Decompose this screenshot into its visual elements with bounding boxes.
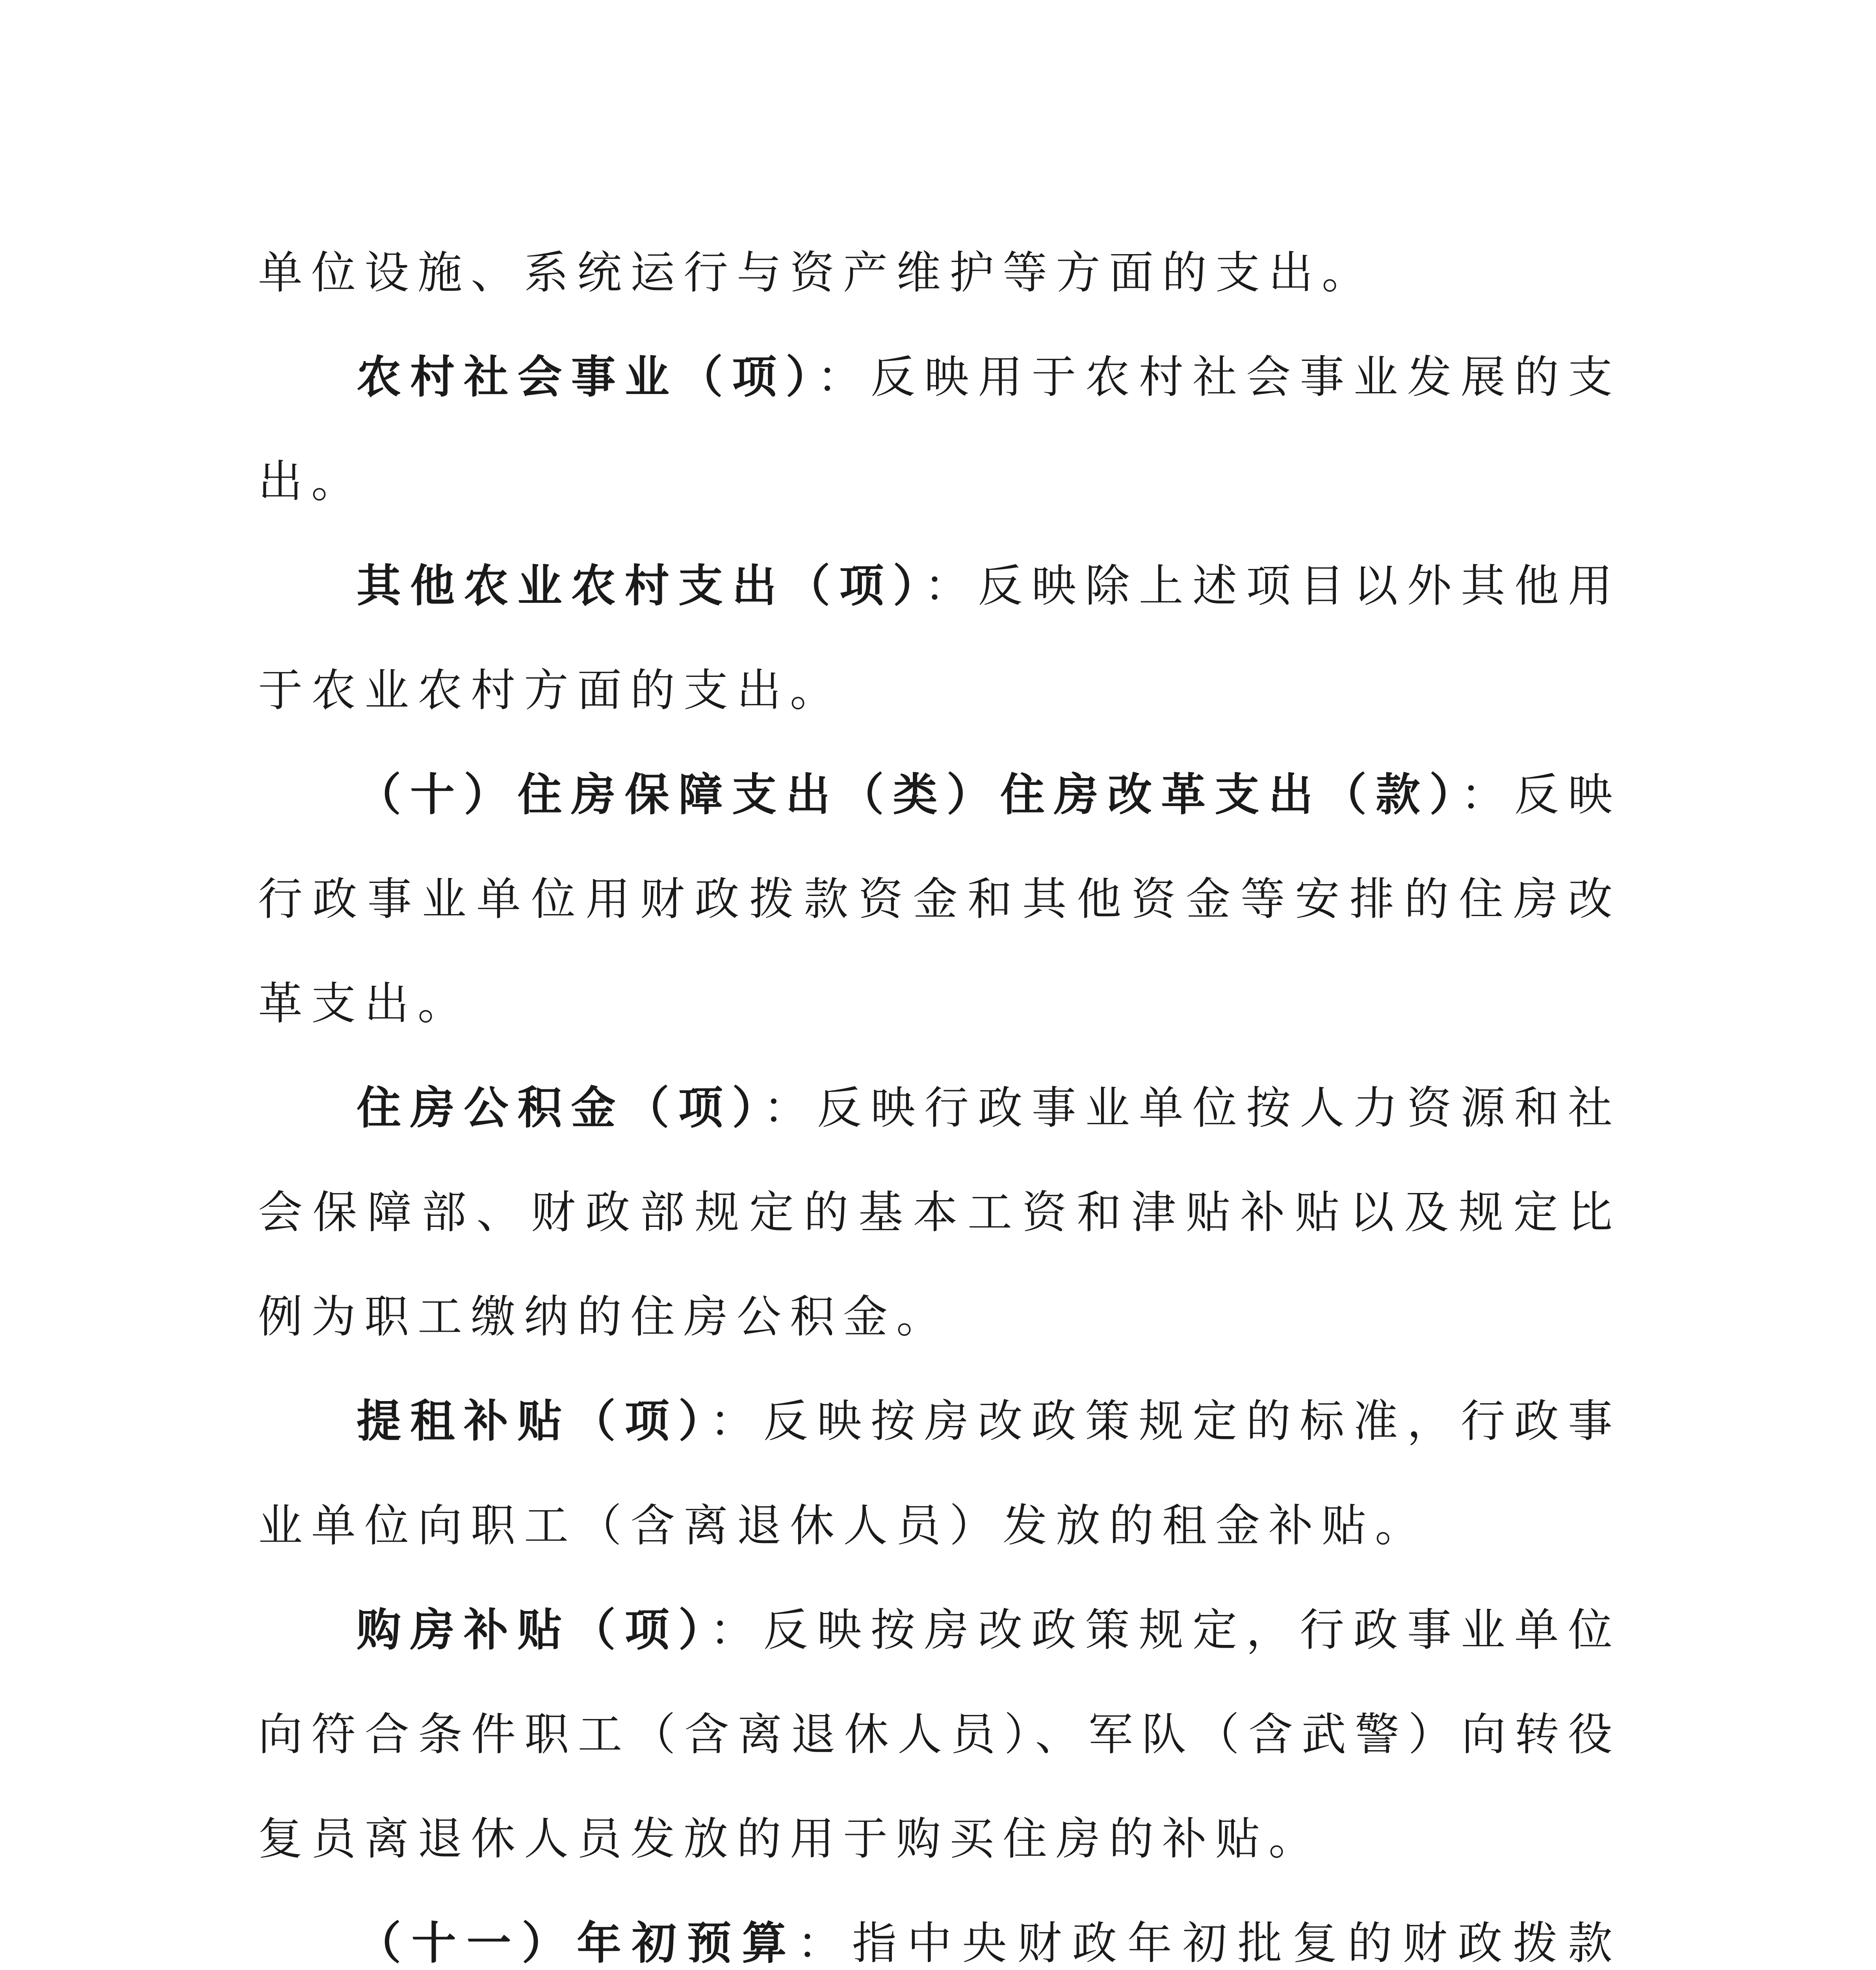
paragraph-text: ：指中央财政年初批复的财政拨款 xyxy=(797,1917,1622,1969)
paragraph-text: ：反映除上述项目以外其他用于农业农村方面的支出。 xyxy=(258,560,1622,716)
paragraph-initial-budget xyxy=(258,1891,1621,1970)
paragraph-other-agriculture xyxy=(258,534,1621,743)
paragraph-text: ：反映按房改政策规定的标准，行政事业单位向职工（含离退休人员）发放的租金补贴。 xyxy=(258,1395,1622,1552)
paragraph-term: 购房补贴（项） xyxy=(357,1604,710,1656)
paragraph-term: 住房公积金（项） xyxy=(357,1082,763,1134)
paragraph-housing-reform xyxy=(258,743,1621,1056)
paragraph-term: （十一）年初预算 xyxy=(357,1917,797,1969)
paragraph-term: （十）住房保障支出（类）住房改革支出（款） xyxy=(357,769,1461,821)
paragraph-purchase-subsidy xyxy=(258,1578,1621,1891)
paragraph-continuation xyxy=(258,221,1621,325)
paragraph-text: 单位设施、系统运行与资产维护等方面的支出。 xyxy=(258,247,1375,299)
paragraph-term: 提租补贴（项） xyxy=(357,1395,710,1447)
paragraph-text: ：反映行政事业单位按人力资源和社会保障部、财政部规定的基本工资和津贴补贴以及规定比例为职工缴纳的住房公积金。 xyxy=(258,1082,1622,1343)
paragraph-term: 农村社会事业（项） xyxy=(357,351,817,403)
paragraph-rural-social-affairs xyxy=(258,325,1621,534)
body-text xyxy=(258,221,1621,1970)
paragraph-rent-subsidy xyxy=(258,1369,1621,1578)
paragraph-text: ：反映按房改政策规定，行政事业单位向符合条件职工（含离退休人员）、军队（含武警）向转役复员离退休人员发放的用于购买住房的补贴。 xyxy=(258,1604,1622,1865)
paragraph-text: ：反映用于农村社会事业发展的支出。 xyxy=(258,351,1622,507)
paragraph-text: ：反映行政事业单位用财政拨款资金和其他资金等安排的住房改革支出。 xyxy=(258,769,1622,1030)
paragraph-housing-fund xyxy=(258,1056,1621,1369)
paragraph-term: 其他农业农村支出（项） xyxy=(357,560,925,612)
